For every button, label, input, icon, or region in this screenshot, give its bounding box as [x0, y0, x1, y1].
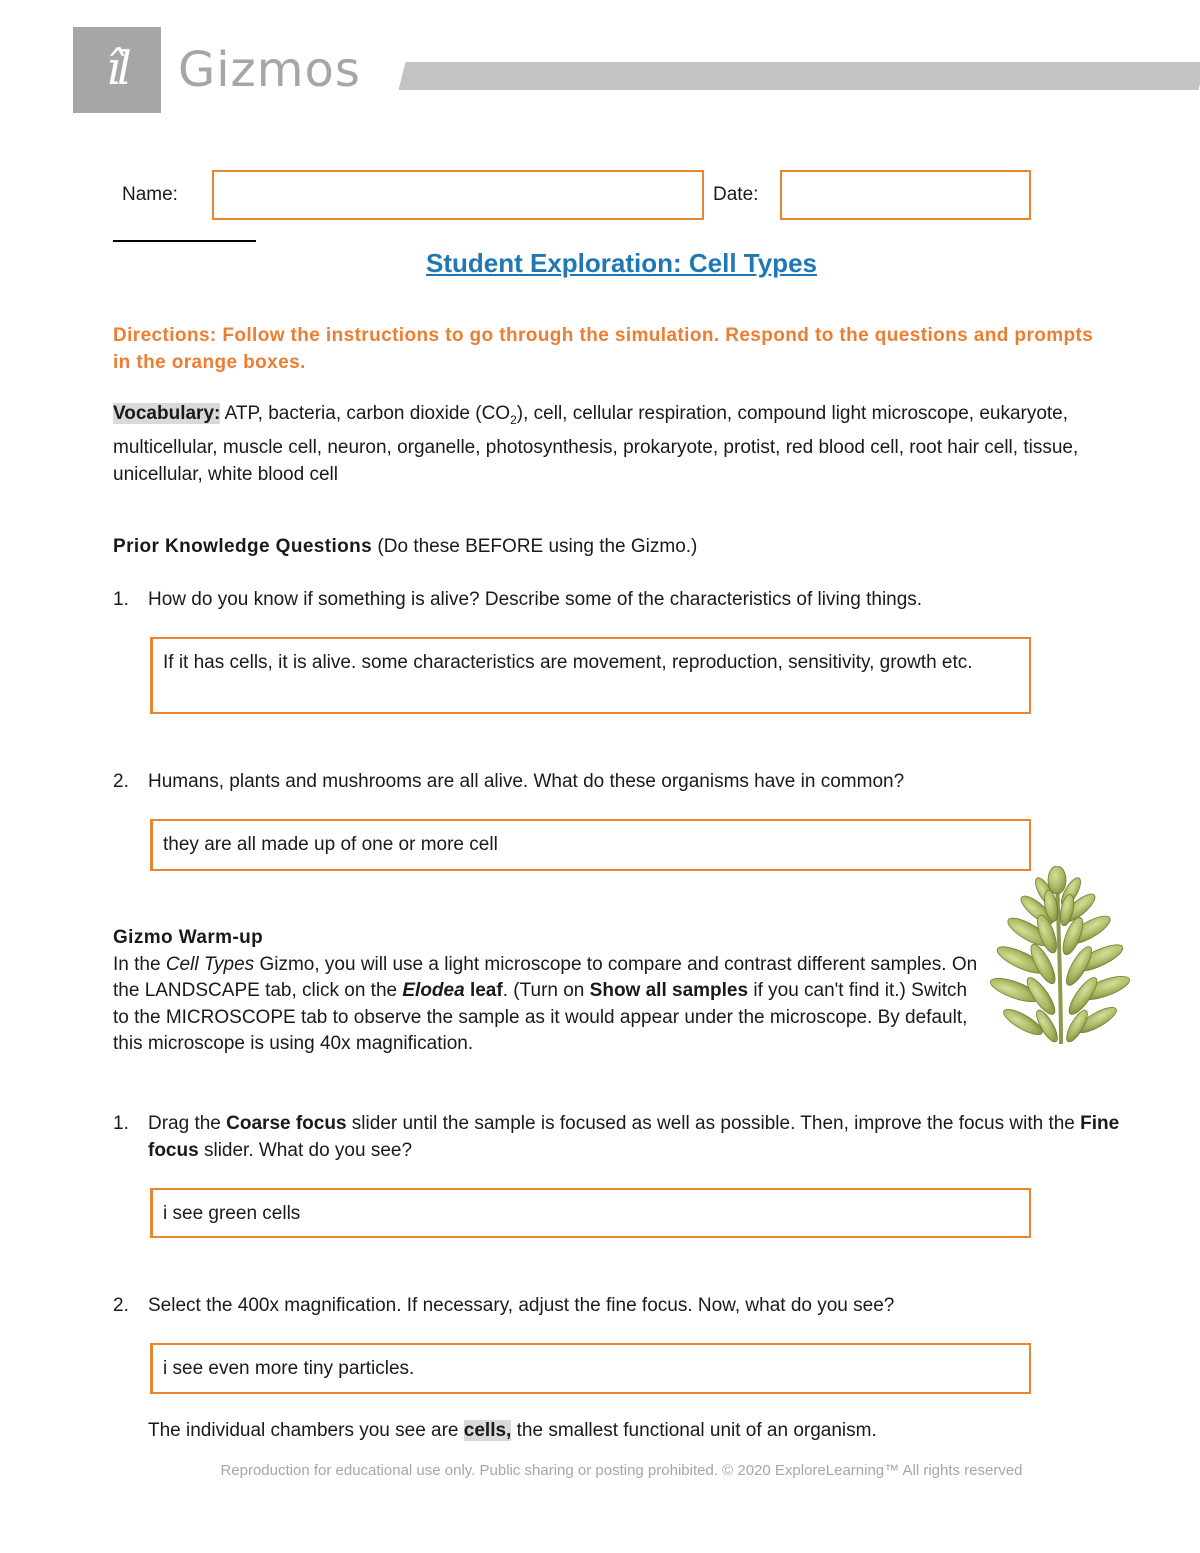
- question-number: 2.: [113, 771, 129, 792]
- question-text-part: slider. What do you see?: [198, 1140, 413, 1161]
- page-title: Student Exploration: Cell Types: [425, 248, 817, 278]
- question-item: [113, 1110, 1133, 1164]
- prior-knowledge-title: Prior Knowledge Questions: [113, 536, 373, 557]
- cells-term: cells,: [463, 1420, 512, 1441]
- warmup-text: In the: [113, 953, 166, 975]
- question-text: [148, 1110, 1133, 1164]
- question-number: 1.: [113, 589, 129, 610]
- question-text: Humans, plants and mushrooms are all alive. What do these organisms have in common?: [148, 771, 905, 792]
- answer-text: i see even more tiny particles.: [163, 1358, 415, 1379]
- question-number: 1.: [113, 1113, 129, 1134]
- question-item: [113, 768, 1133, 795]
- question-number: 2.: [113, 1295, 129, 1316]
- warmup-elodea: Elodea: [402, 980, 465, 1001]
- answer-box[interactable]: [150, 637, 1031, 714]
- closing-text: the smallest functional unit of an organism.: [511, 1420, 877, 1441]
- question-item: [113, 586, 1133, 613]
- co2-subscript: 2: [510, 412, 517, 427]
- prior-knowledge-heading: [113, 536, 697, 558]
- closing-text: The individual chambers you see are: [148, 1420, 464, 1441]
- brand-name: Gizmos: [178, 42, 361, 98]
- prior-knowledge-note: (Do these BEFORE using the Gizmo.): [372, 536, 698, 557]
- answer-box[interactable]: [150, 1188, 1031, 1238]
- vocabulary-text-a: ATP, bacteria, carbon dioxide (CO: [220, 403, 511, 424]
- name-label: Name:: [122, 184, 178, 205]
- vocabulary-text-b: ), cell, cellular respiration, compound light microscope, eukaryote, multicellular, muscle cell, neuron, organelle, photosynthesis, prokaryote, protist, red blood cell, root hair cell, tissue, unicellular, white blood cell: [113, 403, 1079, 485]
- date-label: Date:: [713, 184, 759, 205]
- coarse-focus-term: Coarse focus: [226, 1113, 347, 1134]
- warmup-text: . (Turn on: [502, 980, 590, 1001]
- warmup-heading: Gizmo Warm-up: [113, 927, 264, 948]
- warmup-leaf: leaf: [464, 980, 503, 1001]
- warmup-show-all: Show all samples: [589, 980, 749, 1001]
- warmup-text: if you can't find it.) Switch to the MICROSCOPE tab to observe the sample as it would appear under the microscope. By default, this microscope is using 40x magnification.: [113, 980, 968, 1054]
- question-text-part: Drag the: [148, 1113, 227, 1134]
- question-text: Select the 400x magnification. If necessary, adjust the fine focus. Now, what do you see?: [148, 1295, 895, 1316]
- warmup-text: Gizmo, you will use a light microscope to compare and contrast different samples. On the LANDSCAPE tab, click on the: [113, 953, 978, 1001]
- answer-text: If it has cells, it is alive. some characteristics are movement, reproduction, sensitivity, growth etc.: [163, 652, 973, 673]
- name-field[interactable]: [212, 170, 704, 220]
- answer-box[interactable]: [150, 1343, 1031, 1394]
- logo-mark: îl: [106, 41, 128, 95]
- question-text: How do you know if something is alive? Describe some of the characteristics of living things.: [148, 589, 923, 610]
- header-bar: [399, 62, 1200, 90]
- fine-focus-term: Fine focus: [148, 1113, 1120, 1161]
- elodea-plant-image: [985, 866, 1135, 1048]
- footer-copyright: Reproduction for educational use only. Public sharing or posting prohibited. © 2020 ExploreLearning™ All rights reserved: [220, 1462, 1023, 1479]
- logo: [73, 27, 161, 113]
- date-field[interactable]: [780, 170, 1031, 220]
- divider-rule: [113, 240, 256, 242]
- answer-text: i see green cells: [163, 1203, 301, 1224]
- closing-sentence: [148, 1420, 877, 1442]
- warmup-section: [113, 925, 983, 1058]
- directions: Directions: Follow the instructions to go through the simulation. Respond to the questions and prompts in the orange boxes.: [113, 325, 1094, 373]
- question-item: [113, 1292, 1133, 1319]
- vocabulary: [113, 400, 1133, 488]
- answer-box[interactable]: [150, 819, 1031, 871]
- answer-text: they are all made up of one or more cell: [163, 834, 498, 855]
- vocabulary-label: Vocabulary:: [113, 403, 221, 424]
- warmup-gizmo-name: Cell Types: [165, 953, 255, 975]
- question-text-part: slider until the sample is focused as well as possible. Then, improve the focus with the: [346, 1113, 1081, 1134]
